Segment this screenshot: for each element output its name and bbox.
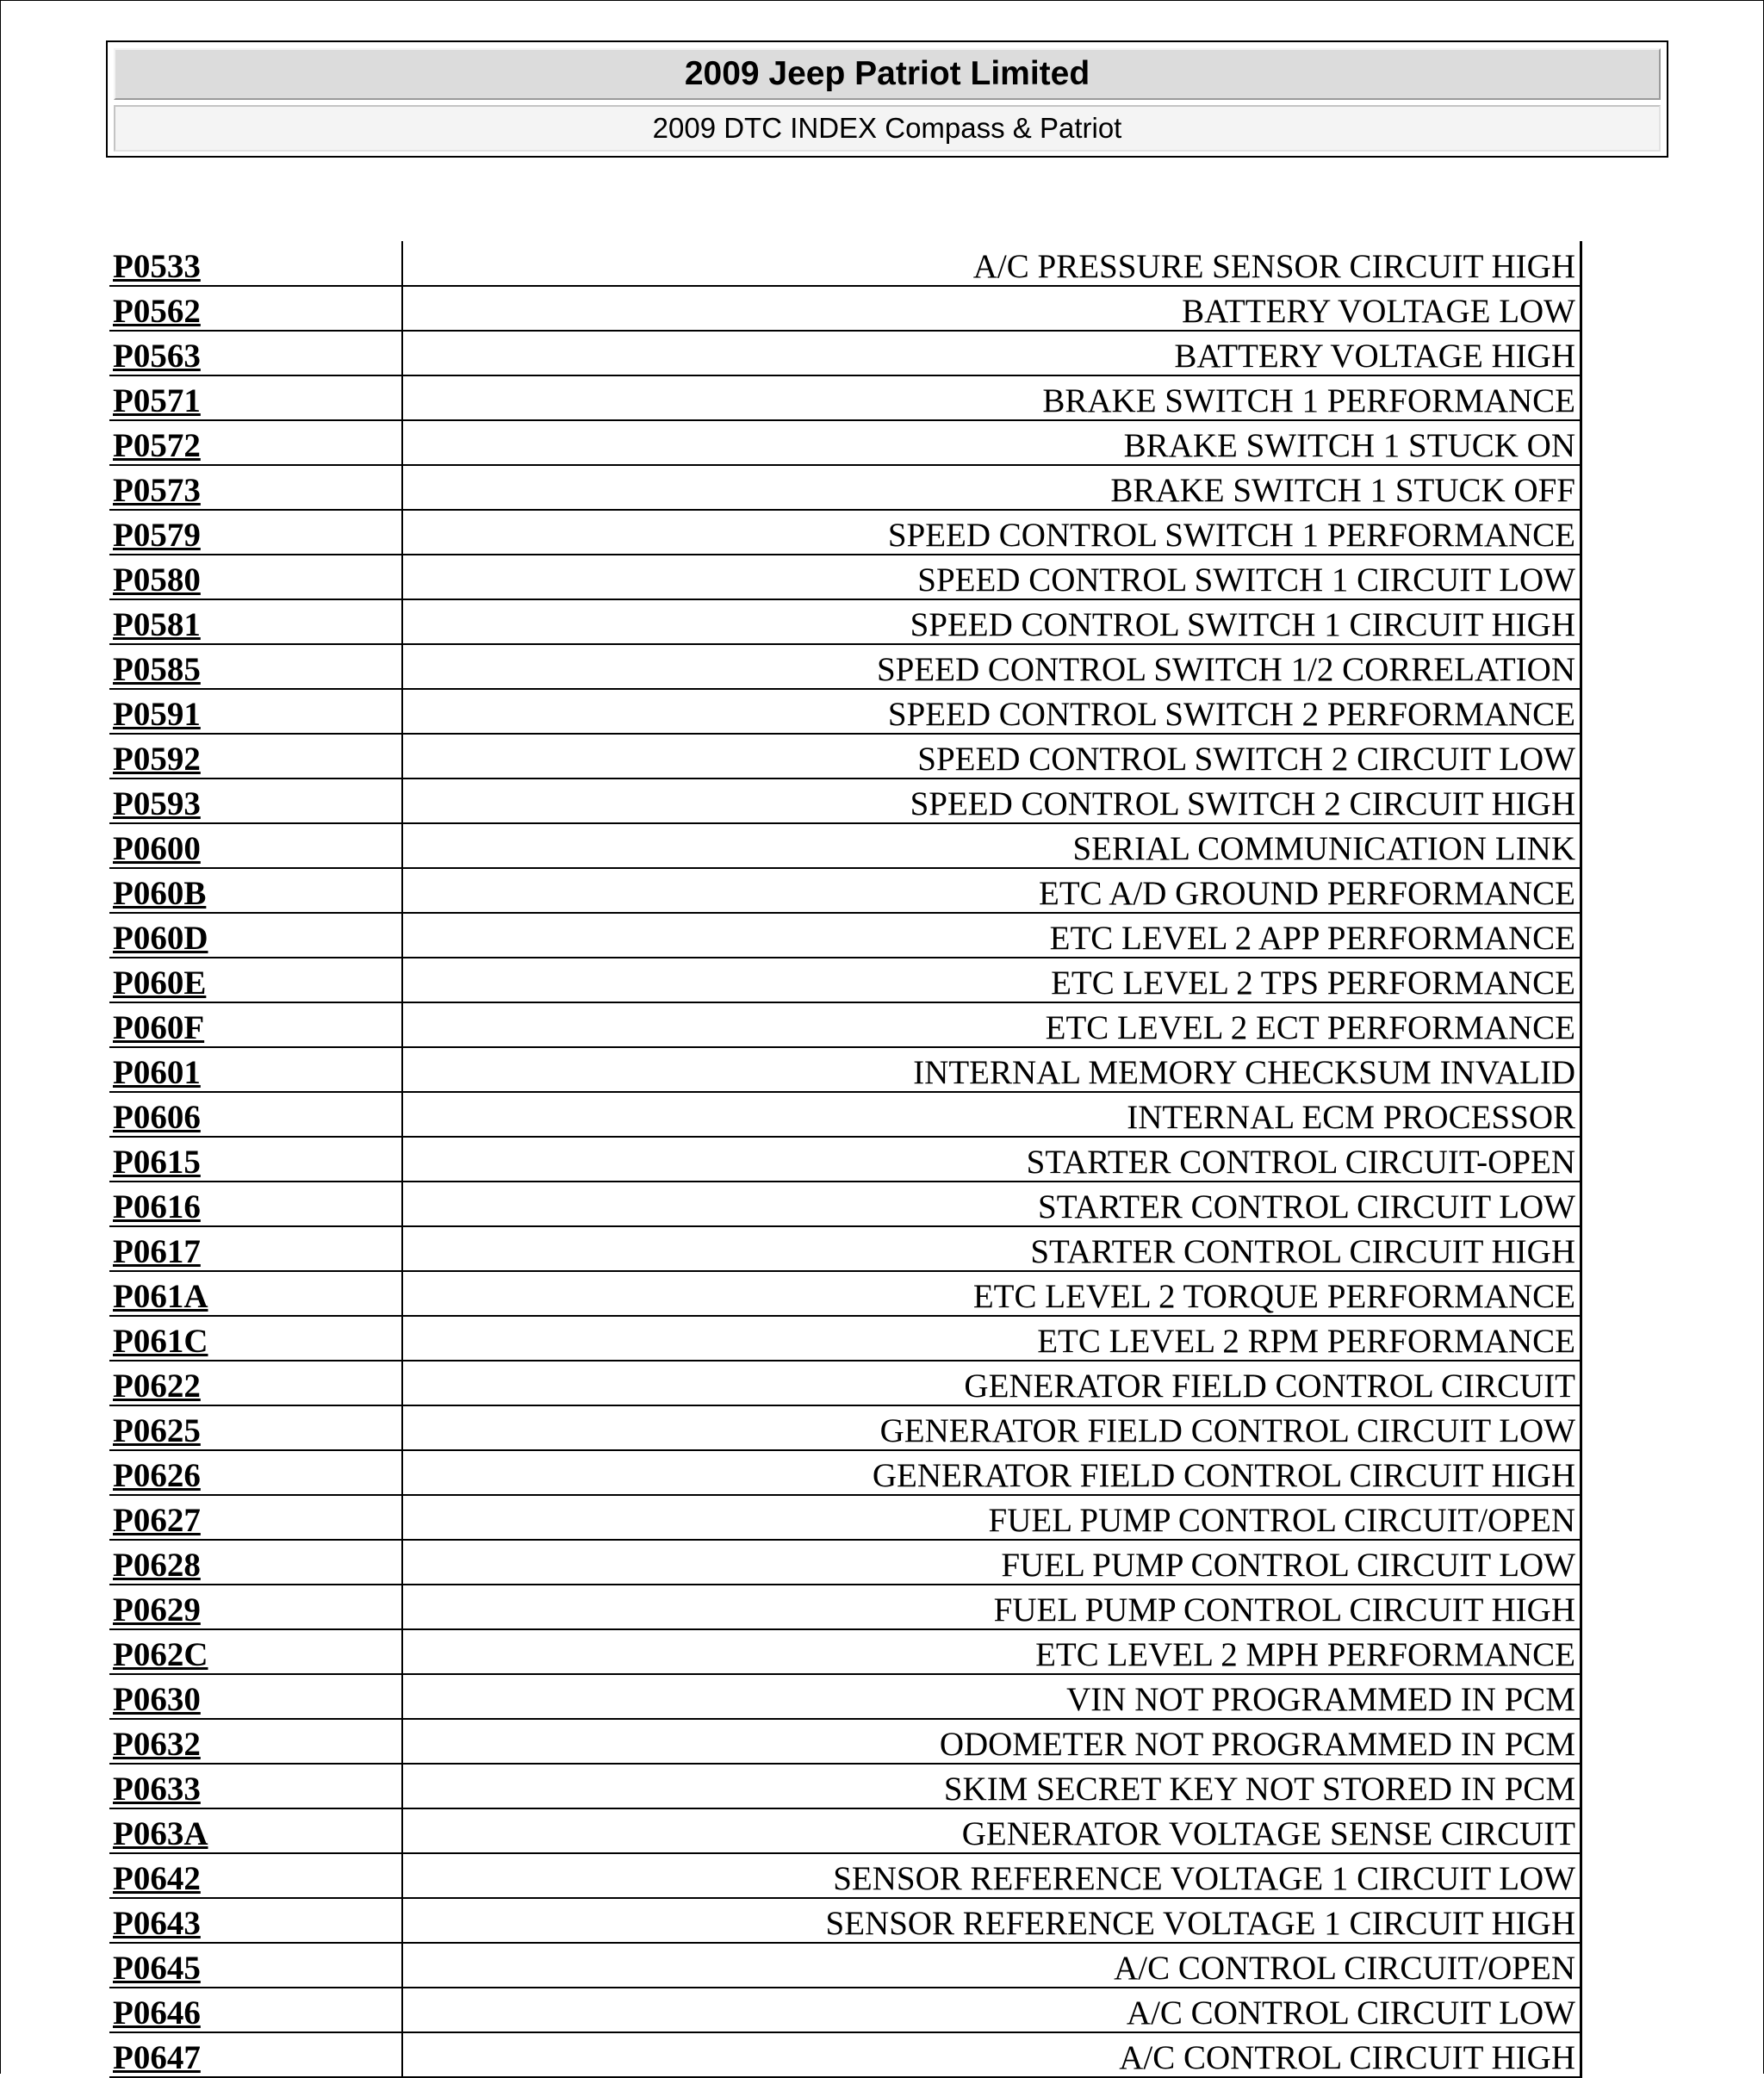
dtc-code-link[interactable]: P0593 <box>113 785 201 822</box>
table-row <box>109 286 1581 331</box>
dtc-code-cell <box>109 689 402 734</box>
dtc-code-link[interactable]: P0629 <box>113 1591 201 1628</box>
dtc-code-cell <box>109 1629 402 1674</box>
dtc-code-link[interactable]: P0606 <box>113 1099 201 1136</box>
dtc-code-link[interactable]: P0600 <box>113 830 201 867</box>
dtc-code-link[interactable]: P0591 <box>113 696 201 733</box>
dtc-code-link[interactable]: P0645 <box>113 1950 201 1987</box>
dtc-description: GENERATOR VOLTAGE SENSE CIRCUIT <box>402 1808 1581 1853</box>
table-row <box>109 1719 1581 1764</box>
dtc-code-cell <box>109 913 402 958</box>
dtc-code-cell <box>109 823 402 868</box>
dtc-code-cell <box>109 1674 402 1719</box>
table-row <box>109 689 1581 734</box>
dtc-code-link[interactable]: P0632 <box>113 1726 201 1763</box>
dtc-code-cell <box>109 465 402 510</box>
table-row <box>109 1226 1581 1271</box>
dtc-code-link[interactable]: P0647 <box>113 2039 201 2076</box>
dtc-code-link[interactable]: P0628 <box>113 1547 201 1584</box>
dtc-code-cell <box>109 1719 402 1764</box>
dtc-code-link[interactable]: P062C <box>113 1636 208 1673</box>
dtc-code-cell <box>109 241 402 286</box>
dtc-code-link[interactable]: P0563 <box>113 338 201 375</box>
dtc-description: A/C PRESSURE SENSOR CIRCUIT HIGH <box>402 241 1581 286</box>
dtc-description: ETC LEVEL 2 RPM PERFORMANCE <box>402 1316 1581 1361</box>
table-row <box>109 1316 1581 1361</box>
dtc-code-cell <box>109 1943 402 1988</box>
dtc-description: A/C CONTROL CIRCUIT LOW <box>402 1988 1581 2032</box>
dtc-description: STARTER CONTROL CIRCUIT-OPEN <box>402 1137 1581 1182</box>
document-header <box>106 40 1668 158</box>
table-row <box>109 510 1581 555</box>
dtc-code-link[interactable]: P0643 <box>113 1905 201 1942</box>
table-row <box>109 958 1581 1002</box>
table-row <box>109 1988 1581 2032</box>
dtc-description: GENERATOR FIELD CONTROL CIRCUIT <box>402 1361 1581 1405</box>
table-row <box>109 599 1581 644</box>
dtc-description: BRAKE SWITCH 1 PERFORMANCE <box>402 375 1581 420</box>
dtc-code-cell <box>109 286 402 331</box>
table-row <box>109 1361 1581 1405</box>
dtc-description: ETC LEVEL 2 ECT PERFORMANCE <box>402 1002 1581 1047</box>
dtc-code-link[interactable]: P0572 <box>113 427 201 464</box>
dtc-code-cell <box>109 420 402 465</box>
dtc-code-cell <box>109 331 402 375</box>
dtc-code-link[interactable]: P0642 <box>113 1860 201 1897</box>
dtc-description: FUEL PUMP CONTROL CIRCUIT/OPEN <box>402 1495 1581 1540</box>
dtc-code-link[interactable]: P0579 <box>113 517 201 554</box>
dtc-code-cell <box>109 1853 402 1898</box>
dtc-code-cell <box>109 1047 402 1092</box>
dtc-code-cell <box>109 1585 402 1629</box>
table-row <box>109 1674 1581 1719</box>
dtc-code-cell <box>109 1361 402 1405</box>
dtc-code-cell <box>109 1808 402 1853</box>
table-row <box>109 1808 1581 1853</box>
table-row <box>109 331 1581 375</box>
dtc-description: ETC LEVEL 2 APP PERFORMANCE <box>402 913 1581 958</box>
dtc-description: GENERATOR FIELD CONTROL CIRCUIT LOW <box>402 1405 1581 1450</box>
dtc-code-cell <box>109 644 402 689</box>
table-row <box>109 1898 1581 1943</box>
table-row <box>109 823 1581 868</box>
dtc-description: SPEED CONTROL SWITCH 1 CIRCUIT HIGH <box>402 599 1581 644</box>
dtc-description: FUEL PUMP CONTROL CIRCUIT LOW <box>402 1540 1581 1585</box>
dtc-code-link[interactable]: P060D <box>113 920 208 957</box>
dtc-description: SPEED CONTROL SWITCH 1 CIRCUIT LOW <box>402 555 1581 599</box>
dtc-code-cell <box>109 2032 402 2077</box>
dtc-description: STARTER CONTROL CIRCUIT LOW <box>402 1182 1581 1226</box>
dtc-description: INTERNAL ECM PROCESSOR <box>402 1092 1581 1137</box>
dtc-code-link[interactable]: P0625 <box>113 1412 201 1449</box>
dtc-description: SENSOR REFERENCE VOLTAGE 1 CIRCUIT HIGH <box>402 1898 1581 1943</box>
table-row <box>109 1943 1581 1988</box>
dtc-code-cell <box>109 1898 402 1943</box>
table-row <box>109 778 1581 823</box>
dtc-description: BRAKE SWITCH 1 STUCK ON <box>402 420 1581 465</box>
table-row <box>109 1540 1581 1585</box>
dtc-code-cell <box>109 1226 402 1271</box>
dtc-code-link[interactable]: P0562 <box>113 293 201 330</box>
dtc-code-link[interactable]: P061C <box>113 1323 208 1360</box>
dtc-description: SPEED CONTROL SWITCH 2 PERFORMANCE <box>402 689 1581 734</box>
dtc-code-link[interactable]: P0581 <box>113 606 201 643</box>
table-row <box>109 420 1581 465</box>
dtc-description: INTERNAL MEMORY CHECKSUM INVALID <box>402 1047 1581 1092</box>
dtc-code-cell <box>109 868 402 913</box>
table-row <box>109 1450 1581 1495</box>
table-row <box>109 1495 1581 1540</box>
dtc-code-cell <box>109 1002 402 1047</box>
dtc-code-cell <box>109 599 402 644</box>
dtc-code-link[interactable]: P0622 <box>113 1368 201 1405</box>
dtc-description: SERIAL COMMUNICATION LINK <box>402 823 1581 868</box>
dtc-code-link[interactable]: P0592 <box>113 741 201 778</box>
dtc-code-link[interactable]: P0630 <box>113 1681 201 1718</box>
dtc-description: BATTERY VOLTAGE LOW <box>402 286 1581 331</box>
table-row <box>109 1047 1581 1092</box>
table-row <box>109 1764 1581 1808</box>
table-row <box>109 1585 1581 1629</box>
table-row <box>109 375 1581 420</box>
dtc-code-link[interactable]: P0601 <box>113 1054 201 1091</box>
dtc-code-link[interactable]: P0627 <box>113 1502 201 1539</box>
dtc-code-cell <box>109 1092 402 1137</box>
table-row <box>109 1182 1581 1226</box>
dtc-description: A/C CONTROL CIRCUIT/OPEN <box>402 1943 1581 1988</box>
dtc-description: A/C CONTROL CIRCUIT HIGH <box>402 2032 1581 2077</box>
dtc-table-body <box>109 241 1581 2077</box>
dtc-code-link[interactable]: P0571 <box>113 382 201 419</box>
table-row <box>109 1405 1581 1450</box>
dtc-code-cell <box>109 1764 402 1808</box>
dtc-code-link[interactable]: P061A <box>113 1278 208 1315</box>
dtc-description: STARTER CONTROL CIRCUIT HIGH <box>402 1226 1581 1271</box>
vehicle-title: 2009 Jeep Patriot Limited <box>114 48 1661 100</box>
dtc-code-cell <box>109 778 402 823</box>
dtc-description: SPEED CONTROL SWITCH 2 CIRCUIT LOW <box>402 734 1581 778</box>
table-row <box>109 1137 1581 1182</box>
dtc-description: ETC A/D GROUND PERFORMANCE <box>402 868 1581 913</box>
dtc-code-link[interactable]: P0573 <box>113 472 201 509</box>
table-row <box>109 1853 1581 1898</box>
dtc-description: ODOMETER NOT PROGRAMMED IN PCM <box>402 1719 1581 1764</box>
table-row <box>109 1092 1581 1137</box>
dtc-code-link[interactable]: P060B <box>113 875 207 912</box>
table-row <box>109 1629 1581 1674</box>
table-row <box>109 1271 1581 1316</box>
dtc-code-cell <box>109 958 402 1002</box>
dtc-description: SKIM SECRET KEY NOT STORED IN PCM <box>402 1764 1581 1808</box>
dtc-description: SPEED CONTROL SWITCH 1 PERFORMANCE <box>402 510 1581 555</box>
dtc-code-link[interactable]: P0616 <box>113 1188 201 1225</box>
dtc-code-cell <box>109 1137 402 1182</box>
dtc-description: SPEED CONTROL SWITCH 1/2 CORRELATION <box>402 644 1581 689</box>
dtc-description: BRAKE SWITCH 1 STUCK OFF <box>402 465 1581 510</box>
dtc-description: GENERATOR FIELD CONTROL CIRCUIT HIGH <box>402 1450 1581 1495</box>
dtc-code-link[interactable]: P0617 <box>113 1233 201 1270</box>
dtc-code-cell <box>109 375 402 420</box>
document-subtitle: 2009 DTC INDEX Compass & Patriot <box>114 105 1661 152</box>
dtc-code-cell <box>109 734 402 778</box>
table-row <box>109 868 1581 913</box>
dtc-code-link[interactable]: P0533 <box>113 248 201 285</box>
dtc-code-cell <box>109 1988 402 2032</box>
table-row <box>109 555 1581 599</box>
dtc-code-link[interactable]: P0615 <box>113 1144 201 1181</box>
dtc-description: SPEED CONTROL SWITCH 2 CIRCUIT HIGH <box>402 778 1581 823</box>
dtc-description: ETC LEVEL 2 TORQUE PERFORMANCE <box>402 1271 1581 1316</box>
dtc-code-cell <box>109 555 402 599</box>
dtc-code-link[interactable]: P060F <box>113 1009 205 1046</box>
dtc-code-cell <box>109 1495 402 1540</box>
dtc-code-cell <box>109 1271 402 1316</box>
dtc-code-cell <box>109 1316 402 1361</box>
dtc-code-link[interactable]: P063A <box>113 1815 208 1852</box>
dtc-code-cell <box>109 1182 402 1226</box>
dtc-code-link[interactable]: P0626 <box>113 1457 201 1494</box>
dtc-description: VIN NOT PROGRAMMED IN PCM <box>402 1674 1581 1719</box>
dtc-code-link[interactable]: P0580 <box>113 561 201 599</box>
dtc-code-cell <box>109 1450 402 1495</box>
table-row <box>109 241 1581 286</box>
dtc-code-cell <box>109 1540 402 1585</box>
dtc-code-link[interactable]: P0646 <box>113 1994 201 2031</box>
dtc-code-link[interactable]: P060E <box>113 965 207 1002</box>
dtc-description: FUEL PUMP CONTROL CIRCUIT HIGH <box>402 1585 1581 1629</box>
table-row <box>109 1002 1581 1047</box>
dtc-description: ETC LEVEL 2 MPH PERFORMANCE <box>402 1629 1581 1674</box>
table-row <box>109 465 1581 510</box>
dtc-code-link[interactable]: P0585 <box>113 651 201 688</box>
table-row <box>109 913 1581 958</box>
dtc-index-table <box>109 241 1582 2078</box>
dtc-code-cell <box>109 510 402 555</box>
table-row <box>109 734 1581 778</box>
dtc-code-cell <box>109 1405 402 1450</box>
dtc-description: SENSOR REFERENCE VOLTAGE 1 CIRCUIT LOW <box>402 1853 1581 1898</box>
dtc-code-link[interactable]: P0633 <box>113 1771 201 1808</box>
dtc-description: ETC LEVEL 2 TPS PERFORMANCE <box>402 958 1581 1002</box>
table-row <box>109 2032 1581 2077</box>
table-row <box>109 644 1581 689</box>
dtc-description: BATTERY VOLTAGE HIGH <box>402 331 1581 375</box>
